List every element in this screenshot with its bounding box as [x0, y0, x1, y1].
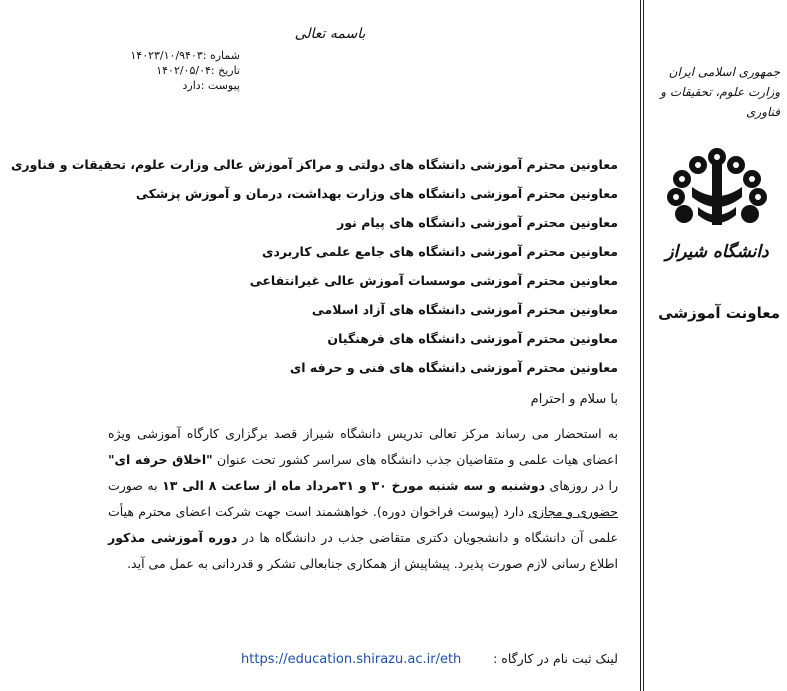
recipient-line: معاونین محترم آموزشی دانشگاه های دولتی و مراکز آموزش عالی وزارت علوم، تحقیقات و فناوری	[10, 157, 618, 172]
greeting: با سلام و احترام	[530, 392, 618, 407]
attachment-row	[100, 78, 240, 93]
letter-metadata	[100, 48, 240, 93]
attachment-value: دارد	[182, 79, 201, 92]
recipient-line: معاونین محترم آموزشی دانشگاه های جامع علمی کاربردی	[262, 244, 618, 259]
logo-text: دانشگاه شیراز	[665, 242, 769, 262]
number-label: شماره :	[202, 49, 240, 62]
number-row	[100, 48, 240, 63]
deputy-title: معاونت آموزشی	[658, 304, 780, 322]
attachment-label: پیوست :	[200, 79, 240, 92]
body-part-3: به صورت	[108, 478, 163, 493]
gov-line-republic: جمهوری اسلامی ایران	[668, 65, 780, 79]
margin-divider-line	[640, 0, 641, 691]
workshop-dates: دوشنبه و سه شنبه مورخ ۳۰ و ۳۱مرداد ماه از ساعت ۸ الی ۱۳	[162, 478, 546, 493]
body-part-1: به استحضار می رساند مرکز تعالی تدریس دانشگاه شیراز قصد برگزاری کارگاه آموزشی ویژه اعضای هیات علمی و متقاضیان جذب دانشگاه های سراسر کشور تحت عنوان	[108, 426, 618, 467]
recipient-line: معاونین محترم آموزشی دانشگاه های فنی و حرفه ای	[289, 360, 618, 375]
margin-divider-line	[643, 0, 644, 691]
shiraz-university-logo-icon	[662, 145, 772, 270]
besmeh-heading: باسمه تعالی	[294, 26, 366, 42]
date-value: ۱۴۰۲/۰۵/۰۴	[156, 64, 211, 77]
recipient-line: معاونین محترم آموزشی دانشگاه های آزاد اسلامی	[311, 302, 618, 317]
university-logo	[662, 145, 772, 270]
recipient-line: معاونین محترم آموزشی دانشگاه های وزارت بهداشت، درمان و آموزش پزشکی	[135, 186, 618, 201]
registration-link[interactable]: https://education.shirazu.ac.ir/eth	[241, 652, 462, 667]
recipient-line: معاونین محترم آموزشی دانشگاه های پیام نور	[337, 215, 618, 230]
body-part-2: را در روزهای	[545, 478, 618, 493]
registration-link-row	[150, 651, 618, 667]
workshop-title: "اخلاق حرفه ای"	[108, 452, 213, 467]
gov-line-ministry: وزارت علوم، تحقیقات و فناوری	[660, 85, 780, 119]
body-part-4: دارد (پیوست فراخوان دوره). خواهشمند است جهت شرکت اعضای محترم هیأت علمی آن دانشگاه و دانشجویان دکتری متقاضی جذب در دانشگاه ها در	[108, 504, 618, 545]
recipient-line: معاونین محترم آموزشی موسسات آموزش عالی غیرانتفاعی	[249, 273, 618, 288]
date-label: تاریخ :	[210, 64, 240, 77]
number-value: ۱۴۰۲۳/۱۰/۹۴۰۳	[130, 49, 203, 62]
course-reference: دوره آموزشی مذکور	[108, 530, 238, 545]
recipients-list	[10, 150, 618, 382]
workshop-mode: حضوری و مجازی	[528, 504, 618, 519]
letter-body	[108, 421, 618, 577]
date-row	[100, 63, 240, 78]
government-header	[650, 62, 780, 122]
recipient-line: معاونین محترم آموزشی دانشگاه های فرهنگیان	[327, 331, 618, 346]
registration-link-label: لینک ثبت نام در کارگاه :	[493, 651, 618, 666]
body-part-5: اطلاع رسانی لازم صورت پذیرد. پیشاپیش از همکاری جنابعالی تشکر و قدردانی به عمل می آید.	[127, 556, 618, 571]
